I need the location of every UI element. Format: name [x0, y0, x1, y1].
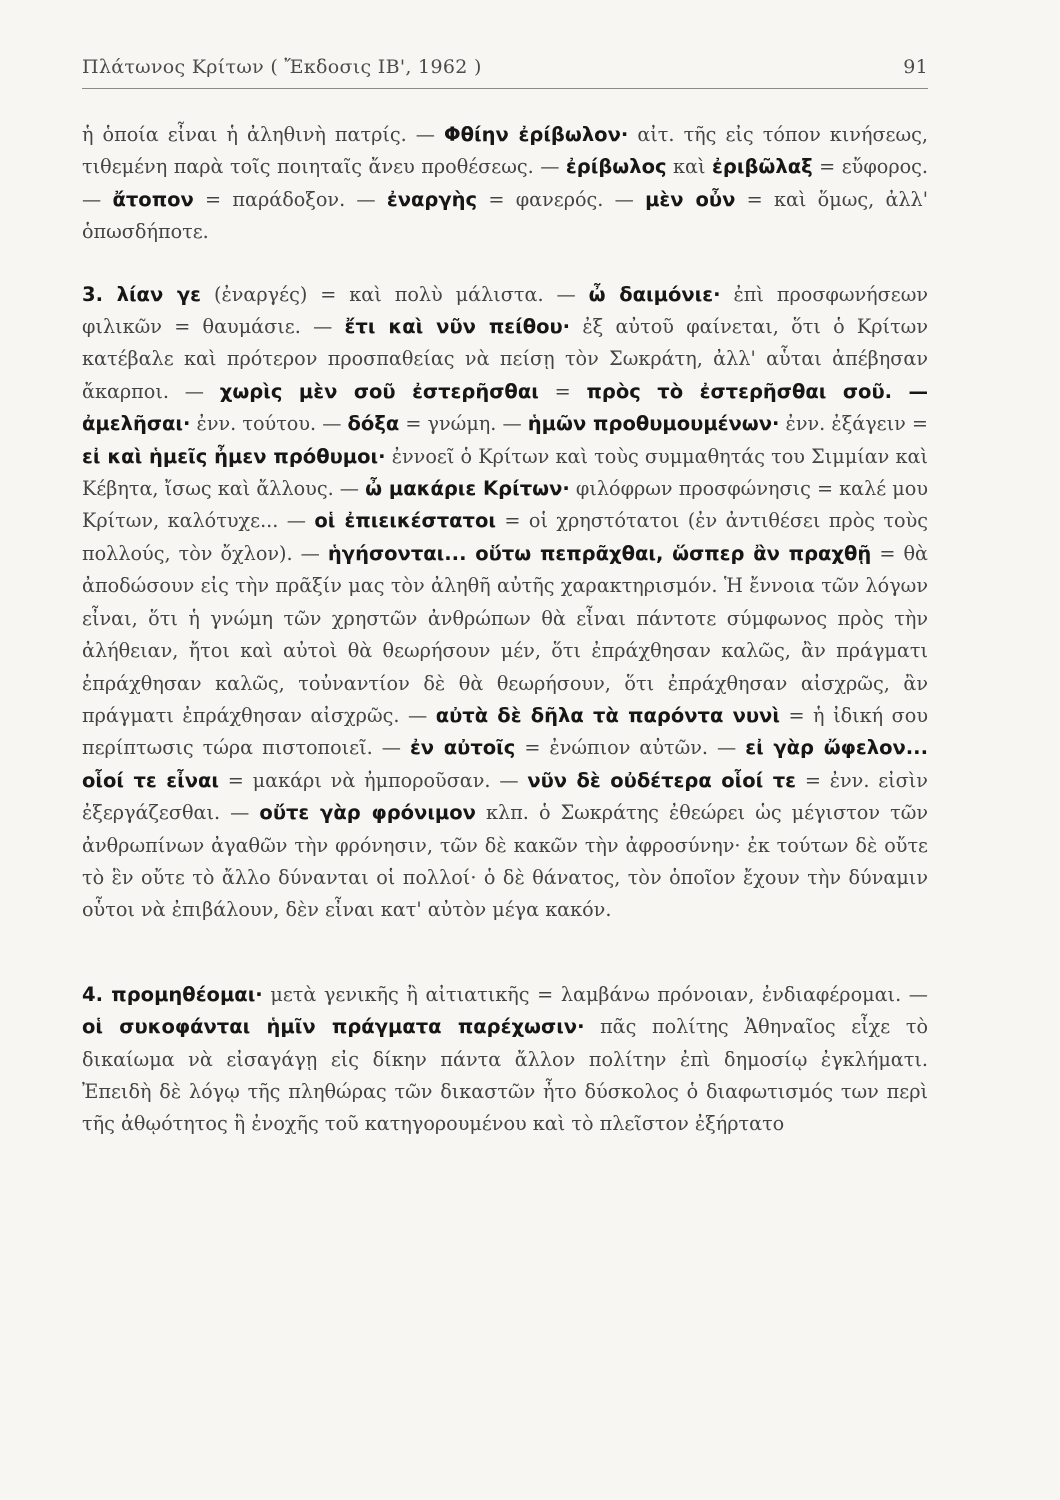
gloss-text: κλπ. ὁ Σωκράτης ἐθεώρει ὡς μέγιστον τῶν ἀνθρωπίνων ἀγαθῶν τὴν φρόνησιν, τῶν δὲ κακῶν τὴν ἀφροσύνην· ἐκ τούτων δὲ οὔτε τὸ ἓν οὔτε τὸ ἄλλο δύνανται οἱ πολλοί· ὁ δὲ θάνατος, τὸν ὁποῖον ἔχουν τὴν δύναμιν οὗτοι νὰ ἐπιβάλουν, δὲν εἶναι κατ' αὐτὸν μέγα κακόν. [82, 801, 928, 922]
lemma-term: ἄτοπον [112, 187, 194, 211]
gloss-text: = γνώμη. — [399, 412, 528, 436]
gloss-text: = ἐνώπιον αὐτῶν. — [515, 736, 746, 760]
lemma-term: ὦ μακάριε Κρίτων· [365, 477, 570, 501]
page-number: 91 [903, 56, 928, 78]
lemma-term: Φθίην ἐρίβωλον· [444, 123, 629, 146]
lemma-term: εἰ καὶ ἡμεῖς ἦμεν πρόθυμοι· [82, 444, 386, 468]
lemma-term: ἐναργὴς [386, 187, 478, 211]
paragraph-section-4 [82, 979, 928, 1141]
gloss-text: = θὰ ἀποδώσουν εἰς τὴν πρᾶξίν μας τὸν ἀληθῆ αὐτῆς χαρακτηρισμόν. Ἡ ἔννοια τῶν λόγων εἶναι, ὅτι ἡ γνώμη τῶν χρηστῶν ἀνθρώπων θὰ εἶναι πάντοτε σύμφωνος πρὸς τὴν ἀλήθειαν, ἤτοι καὶ αὐτοὶ θὰ θεωρήσουν μέν, ὅτι ἐπράχθησαν καλῶς, ἂν πράγματι ἐπράχθησαν καλῶς, τοὐναντίον δὲ θὰ θεωρήσουν, ὅτι ἐπράχθησαν αἰσχρῶς, ἂν πράγματι ἐπράχθησαν αἰσχρῶς. — [82, 541, 928, 727]
running-header [82, 56, 928, 89]
lemma-term: ἡμῶν προθυμουμένων· [527, 412, 780, 436]
lemma-term: ἐν αὐτοῖς [409, 736, 516, 760]
header-title: Πλάτωνος Κρίτων ( Ἔκδοσις ΙΒ', 1962 ) [82, 56, 482, 78]
lemma-term: οἱ ἐπιεικέστατοι [314, 509, 496, 533]
lemma-term: ἐρίβωλος [565, 155, 667, 179]
lemma-term: χωρὶς μὲν σοῦ ἐστερῆσθαι [219, 379, 539, 403]
lemma-term: πρὸς τὸ ἐστερῆσθαι σοῦ. — ἀμελῆσαι· [82, 379, 928, 436]
gloss-text: = οἱ χρηστότατοι (ἐν ἀντιθέσει πρὸς τοὺς πολλούς, τὸν ὄχλον). — [82, 509, 928, 565]
commentary-text [82, 119, 928, 1141]
paragraph-section-3 [82, 279, 928, 927]
lemma-term: οἱ συκοφάνται ἡμῖν πράγματα παρέχωσιν· [82, 1015, 585, 1039]
lemma-term: μὲν οὖν [645, 187, 736, 211]
gloss-text: πᾶς πολίτης Ἀθηναῖος εἶχε τὸ δικαίωμα νὰ εἰσαγάγῃ εἰς δίκην πάντα ἄλλον πολίτην ἐπὶ δημοσίῳ ἐγκλήματι. Ἐπειδὴ δὲ λόγῳ τῆς πληθώρας τῶν δικαστῶν ἦτο δύσκολος ὁ διαφωτισμός των περὶ τῆς ἀθῳότητος ἢ ἐνοχῆς τοῦ κατηγορουμένου καὶ τὸ πλεῖστον ἐξήρτατο [82, 1015, 928, 1136]
lemma-term: ἐριβῶλαξ [712, 155, 813, 179]
lemma-term: 3. λίαν γε [82, 282, 202, 306]
gloss-text: ἐπὶ προσφωνήσεων φιλικῶν = θαυμάσιε. — [82, 282, 928, 339]
gloss-text: = εὔφορος. — [82, 155, 928, 211]
lemma-term: ἔτι καὶ νῦν πείθου· [344, 315, 571, 339]
lemma-term: ἡγήσονται... οὕτω πεπρᾶχθαι, ὥσπερ ἂν πραχθῇ [327, 541, 872, 565]
gloss-text: = ἡ ἰδική σου περίπτωσις τώρα πιστοποιεῖ. — [82, 703, 928, 760]
lemma-term: 4. προμηθέομαι· [82, 982, 263, 1006]
gloss-text: = [538, 379, 587, 403]
book-page [82, 56, 928, 1476]
lemma-term: οὔτε γὰρ φρόνιμον [259, 801, 476, 825]
gloss-text: ἡ ὁποία εἶναι ἡ ἀληθινὴ πατρίς. — [82, 123, 445, 146]
gloss-text: φιλόφρων προσφώνησις = καλέ μου Κρίτων, καλότυχε... — [82, 477, 928, 533]
lemma-term: δόξα [347, 412, 400, 436]
gloss-text: μετὰ γενικῆς ἢ αἰτιατικῆς = λαμβάνω πρόνοιαν, ἐνδιαφέρομαι. — [262, 982, 928, 1006]
gloss-text: ἐννοεῖ ὁ Κρίτων καὶ τοὺς συμμαθητάς του Σιμμίαν καὶ Κέβητα, ἴσως καὶ ἄλλους. — [82, 444, 928, 501]
gloss-text: ἐνν. ἐξάγειν = [779, 412, 928, 436]
gloss-text: = φανερός. — [477, 187, 646, 211]
gloss-text: (ἐναργές) = καὶ πολὺ μάλιστα. — [201, 282, 589, 306]
gloss-text: καὶ [666, 155, 713, 179]
gloss-text: ἐνν. τούτου. — [190, 412, 348, 436]
lemma-term: ὦ δαιμόνιε· [588, 282, 721, 306]
gloss-text: αἰτ. τῆς εἰς τόπον κινήσεως, τιθεμένη παρὰ τοῖς ποιηταῖς ἄνευ προθέσεως. — [82, 123, 928, 179]
gloss-text: = καὶ ὅμως, ἀλλ' ὁπωσδήποτε. [82, 187, 928, 244]
lemma-term: αὐτὰ δὲ δῆλα τὰ παρόντα νυνὶ [435, 703, 780, 727]
gloss-text: = παράδοξον. — [193, 187, 387, 211]
gloss-text: = μακάρι νὰ ἠμποροῦσαν. — [219, 768, 528, 792]
gloss-text: ἐξ αὐτοῦ φαίνεται, ὅτι ὁ Κρίτων κατέβαλε καὶ πρότερον προσπαθείας νὰ πείσῃ τὸν Σωκράτη, ἀλλ' αὗται ἀπέβησαν ἄκαρποι. — [82, 315, 928, 403]
lemma-term: εἰ γὰρ ὤφελον... οἷοί τε εἶναι [82, 736, 928, 792]
gloss-text: = ἐνν. εἰσὶν ἐξεργάζεσθαι. — [82, 768, 928, 825]
lemma-term: νῦν δὲ οὐδέτερα οἷοί τε [527, 768, 797, 792]
paragraph-intro [82, 119, 928, 249]
